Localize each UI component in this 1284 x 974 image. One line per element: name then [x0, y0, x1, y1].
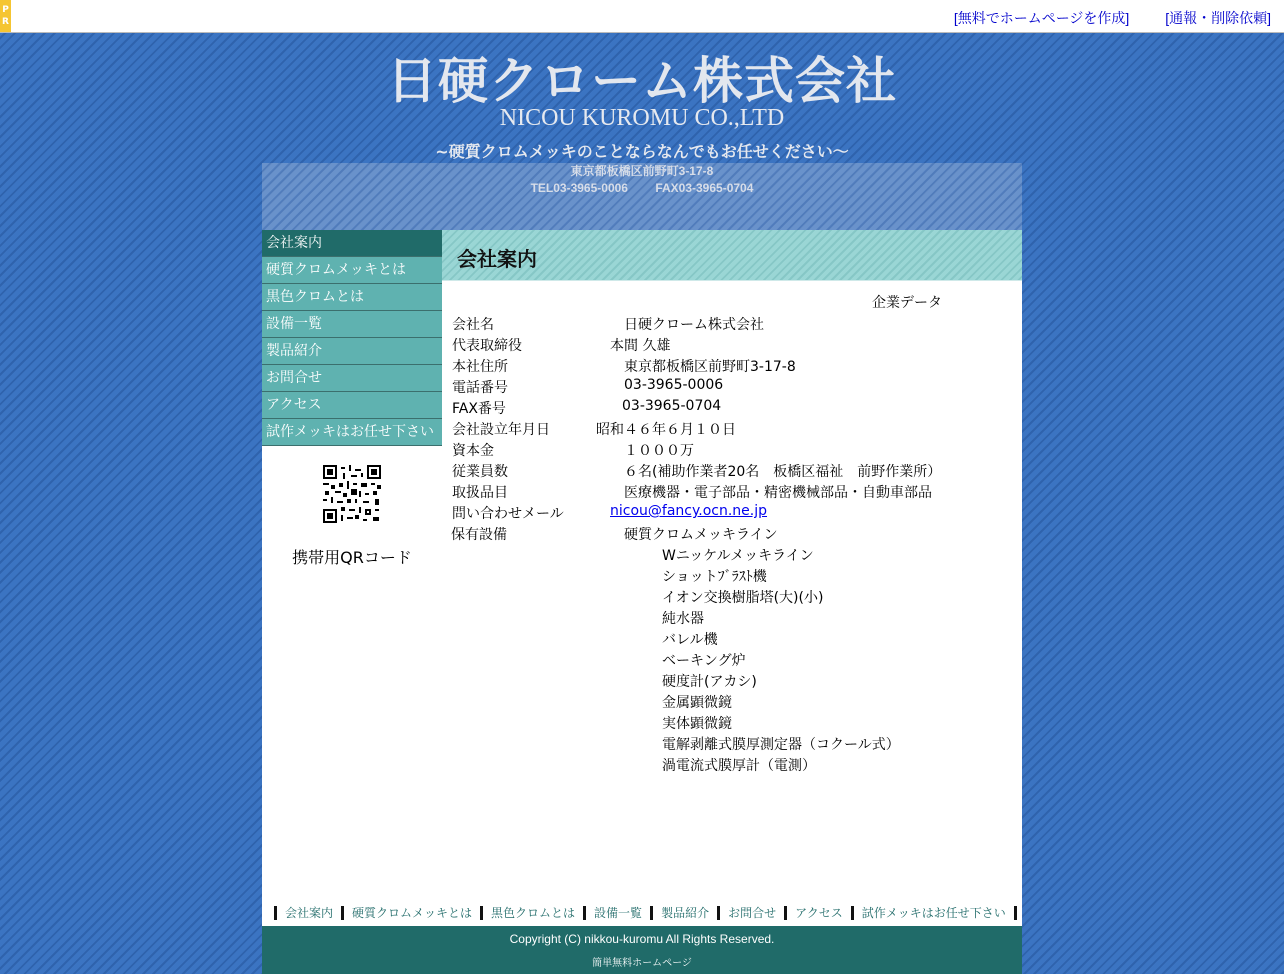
row-key: 電話番号	[452, 380, 508, 396]
row-value: 医療機器・電子部品・精密機械部品・自動車部品	[624, 485, 932, 501]
sidebar-item-company[interactable]: 会社案内	[262, 230, 442, 257]
sidebar-item-black-chrome[interactable]: 黒色クロムとは	[262, 284, 442, 311]
footer-link-trial[interactable]: 試作メッキはお任せ下さい	[851, 906, 1014, 920]
top-bar	[0, 0, 1284, 33]
site-tagline: ~硬質クロムメッキのことならなんでもお任せください～	[435, 142, 849, 161]
row-key: 本社住所	[452, 359, 508, 375]
equipment-item: 実体顕微鏡	[662, 716, 732, 732]
row-key: FAX番号	[452, 401, 506, 417]
site-header	[262, 33, 1022, 230]
row-key: 従業員数	[452, 464, 508, 480]
site-subtitle: NICOU KUROMU CO.,LTD	[499, 105, 785, 131]
pr-badge[interactable]	[0, 0, 11, 32]
sidebar-item-access[interactable]: アクセス	[262, 392, 442, 419]
fax-number: FAX03-3965-0704	[655, 181, 754, 195]
report-link[interactable]: [通報・削除依頼]	[1165, 10, 1271, 26]
equipment-item: 渦電流式膜厚計（電測）	[662, 758, 816, 774]
sidebar-item-hard-chrome[interactable]: 硬質クロムメッキとは	[262, 257, 442, 284]
sidebar-item-equipment[interactable]: 設備一覧	[262, 311, 442, 338]
site-contact	[262, 181, 1022, 195]
sidebar-item-trial[interactable]: 試作メッキはお任せ下さい	[262, 419, 442, 446]
create-homepage-link[interactable]: [無料でホームページを作成]	[953, 10, 1130, 26]
row-key: 取扱品目	[452, 485, 508, 501]
row-value: 東京都板橋区前野町3-17-8	[624, 359, 796, 375]
main-content	[442, 230, 1022, 926]
tel-number: TEL03-3965-0006	[530, 181, 628, 195]
equipment-item: 電解剥離式膜厚測定器（コクール式）	[662, 737, 900, 753]
copyright-text: Copyright (C) nikkou-kuromu All Rights Reserved.	[509, 932, 775, 946]
email-link[interactable]: nicou@fancy.ocn.ne.jp	[610, 503, 768, 519]
sidebar-item-contact[interactable]: お問合せ	[262, 365, 442, 392]
powered-by-link[interactable]: 簡単無料ホームページ	[592, 958, 692, 969]
equipment-item: イオン交換樹脂塔(大)(小)	[662, 590, 824, 606]
row-key: 会社設立年月日	[452, 422, 550, 438]
footer-divider	[1014, 906, 1017, 920]
row-key: 代表取締役	[452, 338, 522, 354]
row-value: 本間 久雄	[610, 338, 671, 354]
equipment-item: バレル機	[662, 632, 718, 648]
row-value: １０００万	[624, 443, 694, 459]
footer-link-black-chrome[interactable]: 黒色クロムとは	[480, 906, 583, 920]
row-value: 硬質クロムメッキライン	[624, 527, 778, 543]
equipment-item: ショットﾌﾞﾗｽﾄ機	[662, 569, 767, 585]
row-key: 問い合わせメール	[452, 506, 564, 522]
equipment-item: Wニッケルメッキライン	[662, 548, 814, 564]
footer-link-equipment[interactable]: 設備一覧	[583, 906, 650, 920]
footer-links	[274, 904, 1017, 921]
top-links	[922, 8, 1271, 28]
row-value: ６名(補助作業者20名 板橋区福祉 前野作業所）	[624, 464, 942, 480]
qr-label: 携帯用QRコード	[292, 548, 412, 567]
footer-link-hard-chrome[interactable]: 硬質クロムメッキとは	[341, 906, 480, 920]
page-title: 会社案内	[457, 247, 537, 271]
row-key: 保有設備	[451, 527, 507, 543]
sidebar-item-products[interactable]: 製品紹介	[262, 338, 442, 365]
data-section-title: 企業データ	[872, 295, 942, 311]
sidebar	[262, 230, 442, 926]
row-value: 昭和４６年６月１０日	[596, 422, 736, 438]
footer	[262, 926, 1022, 974]
site-title: 日硬クローム株式会社	[387, 52, 897, 110]
footer-link-products[interactable]: 製品紹介	[650, 906, 717, 920]
footer-link-access[interactable]: アクセス	[784, 906, 851, 920]
row-key: 資本金	[452, 443, 494, 459]
equipment-item: ベーキング炉	[662, 653, 746, 669]
equipment-item: 金属顕微鏡	[662, 695, 732, 711]
page-header	[442, 230, 1022, 281]
row-key: 会社名	[452, 317, 494, 333]
row-value: 日硬クローム株式会社	[624, 317, 764, 333]
footer-link-contact[interactable]: お問合せ	[717, 906, 784, 920]
footer-link-company[interactable]: 会社案内	[274, 906, 341, 920]
footer-nav	[262, 900, 1022, 926]
qr-code-icon	[323, 465, 381, 523]
equipment-item: 硬度計(アカシ)	[662, 674, 757, 690]
site-address: 東京都板橋区前野町3-17-8	[570, 164, 714, 178]
row-value: 03-3965-0006	[624, 377, 724, 393]
equipment-item: 純水器	[662, 611, 704, 627]
pr-label: P R	[2, 5, 9, 27]
row-value: 03-3965-0704	[622, 398, 722, 414]
